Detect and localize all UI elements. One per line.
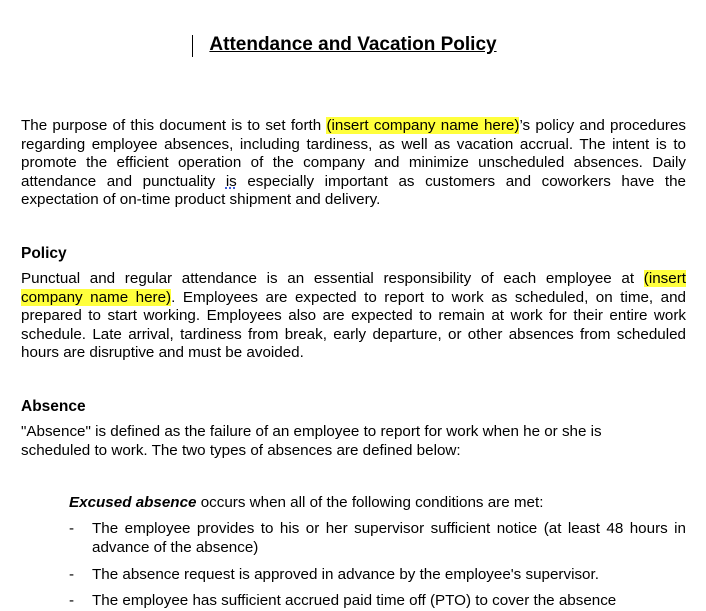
intro-text-3: especially important as customers and coworkers have the expectation of on-time product shipment and delivery. (21, 172, 686, 208)
absence-heading: Absence (21, 398, 86, 415)
absence-paragraph: "Absence" is defined as the failure of an employee to report for work when he or she is scheduled to work. The two types of absences are defined below: (21, 423, 602, 459)
bullet-marker: - (69, 520, 75, 537)
policy-paragraph (21, 270, 686, 363)
grammar-flagged-word[interactable]: is (225, 172, 237, 190)
excused-absence-text: occurs when all of the following conditions are met: (196, 494, 544, 511)
document-title: Attendance and Vacation Policy (209, 34, 497, 55)
intro-paragraph (21, 117, 686, 210)
excused-absence-term: Excused absence (69, 494, 197, 511)
list-item: The employee provides to his or her supervisor sufficient notice (at least 48 hours in advance of the absence) (92, 520, 686, 556)
company-name-placeholder: (insert company name here) (326, 117, 520, 134)
company-name-placeholder: (insert company name here) (21, 270, 686, 306)
policy-text-1: Punctual and regular attendance is an essential responsibility of each employee at (21, 270, 644, 287)
list-item: The employee has sufficient accrued paid time off (PTO) to cover the absence (92, 592, 617, 609)
list-item: The absence request is approved in advance by the employee's supervisor. (92, 566, 599, 583)
policy-text-2: . Employees are expected to report to work as scheduled, on time, and prepared to start working. Employees also are expected to remain at work for their entire work schedule. Late arrival, tardiness from break, early departure, or other absences from scheduled hours are disruptive and must be avoided. (21, 288, 686, 361)
bullet-marker: - (69, 566, 75, 583)
intro-text-2: ’s policy and procedures regarding employee absences, including tardiness, as well as vacation accrual. The intent is to promote the efficient operation of the company and minimize unscheduled absences. Daily attendance and punctuality (21, 117, 686, 190)
excused-absence-intro (69, 494, 686, 513)
policy-heading: Policy (21, 245, 67, 262)
intro-text-1: The purpose of this document is to set forth (21, 117, 327, 134)
bullet-marker: - (69, 592, 75, 609)
